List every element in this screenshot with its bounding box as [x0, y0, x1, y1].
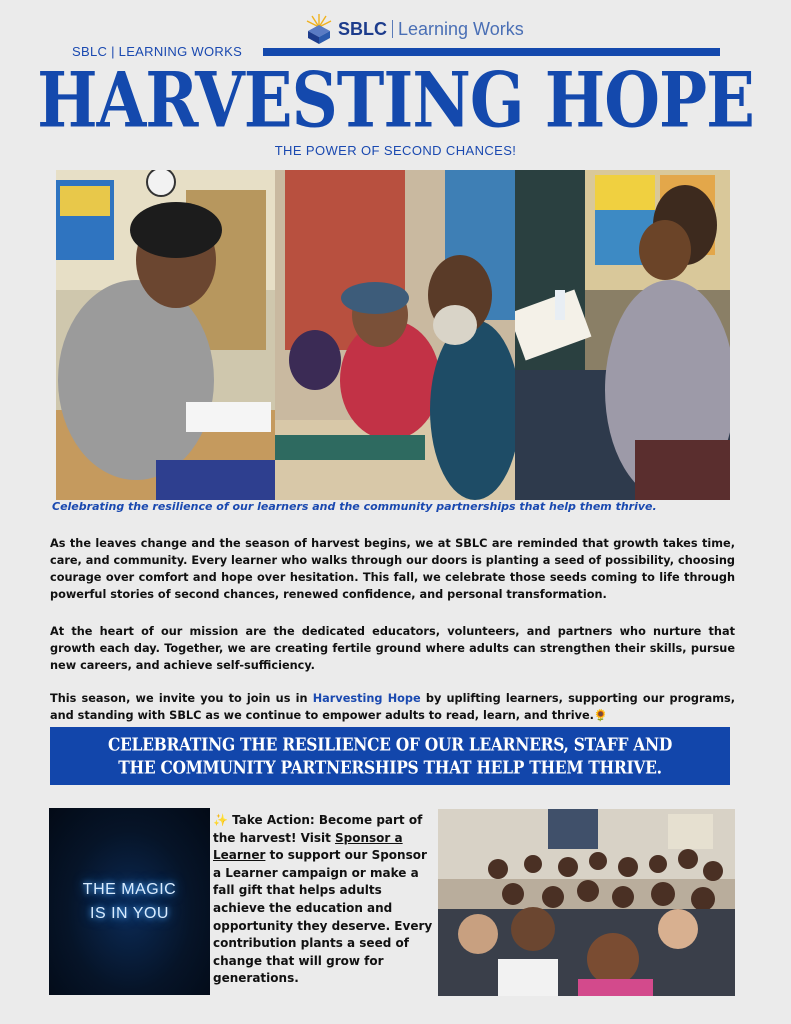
sblc-logo — [306, 12, 524, 46]
header-rule — [263, 48, 720, 56]
photo-class-table — [275, 170, 515, 500]
harvesting-hope-highlight: Harvesting Hope — [312, 692, 421, 705]
group-selfie-photo — [438, 809, 735, 996]
magic-line-1: THE MAGIC — [82, 880, 177, 898]
banner-line-2: THE COMMUNITY PARTNERSHIPS THAT HELP THEM THRIVE. — [118, 756, 662, 779]
paragraph-3-intro: This season, we invite you to join us in — [50, 692, 313, 705]
article-paragraph-2: At the heart of our mission are the dedicated educators, volunteers, and partners who nurture that growth each day. Together, we are creating fertile ground where adults can strengthen their skills, pursue new careers, and achieve self-sufficiency. — [50, 625, 735, 672]
paragraph-3-outro: by uplifting learners, supporting our programs, and standing with SBLC as we continue to empower adults to read, learn, and thrive. — [50, 692, 735, 722]
logo-tagline: Learning Works — [398, 18, 524, 39]
magic-line-2: IS IN YOU — [90, 904, 169, 922]
sunburst-cube-icon — [306, 13, 332, 45]
sponsor-a-learner-link[interactable]: Sponsor a Learner — [213, 830, 403, 863]
page-title: HARVESTING HOPE — [37, 56, 754, 146]
take-action-outro: to support our Sponsor a Learner campaign or make a fall gift that helps adults achieve the education and opportunity they deserve. Every contribution plants a seed of change that will grow for generations. — [213, 848, 433, 986]
page-subtitle: THE POWER OF SECOND CHANCES! — [274, 143, 517, 158]
article-paragraph-1: As the leaves change and the season of harvest begins, we at SBLC are reminded that growth takes time, care, and community. Every learner who walks through our doors is planting a seed of possibility, choosing courage over comfort and hope over hesitation. This fall, we celebrate those seeds coming to life through powerful stories of second chances, renewed confidence, and personal transformation. — [50, 537, 735, 601]
photo-caption: Celebrating the resilience of our learners and the community partnerships that help them thrive. — [52, 500, 657, 513]
take-action-intro: Take Action: Become part of the harvest! Visit — [213, 813, 423, 845]
eyebrow-label: SBLC | LEARNING WORKS — [72, 44, 243, 59]
photo-learner-writing — [56, 170, 275, 500]
classroom-photo-strip — [56, 170, 730, 500]
logo-divider — [392, 20, 393, 38]
sparkle-icon: ✨ — [213, 813, 228, 827]
photo-learner-reading — [515, 170, 730, 500]
magic-is-in-you-card — [49, 808, 210, 995]
resilience-banner — [50, 727, 730, 785]
take-action-text — [213, 812, 433, 988]
sunflower-icon: 🌻 — [593, 709, 608, 722]
logo-brand: SBLC — [338, 18, 387, 39]
article-paragraph-3 — [50, 690, 735, 724]
banner-line-1: CELEBRATING THE RESILIENCE OF OUR LEARNERS, STAFF AND — [108, 733, 672, 756]
